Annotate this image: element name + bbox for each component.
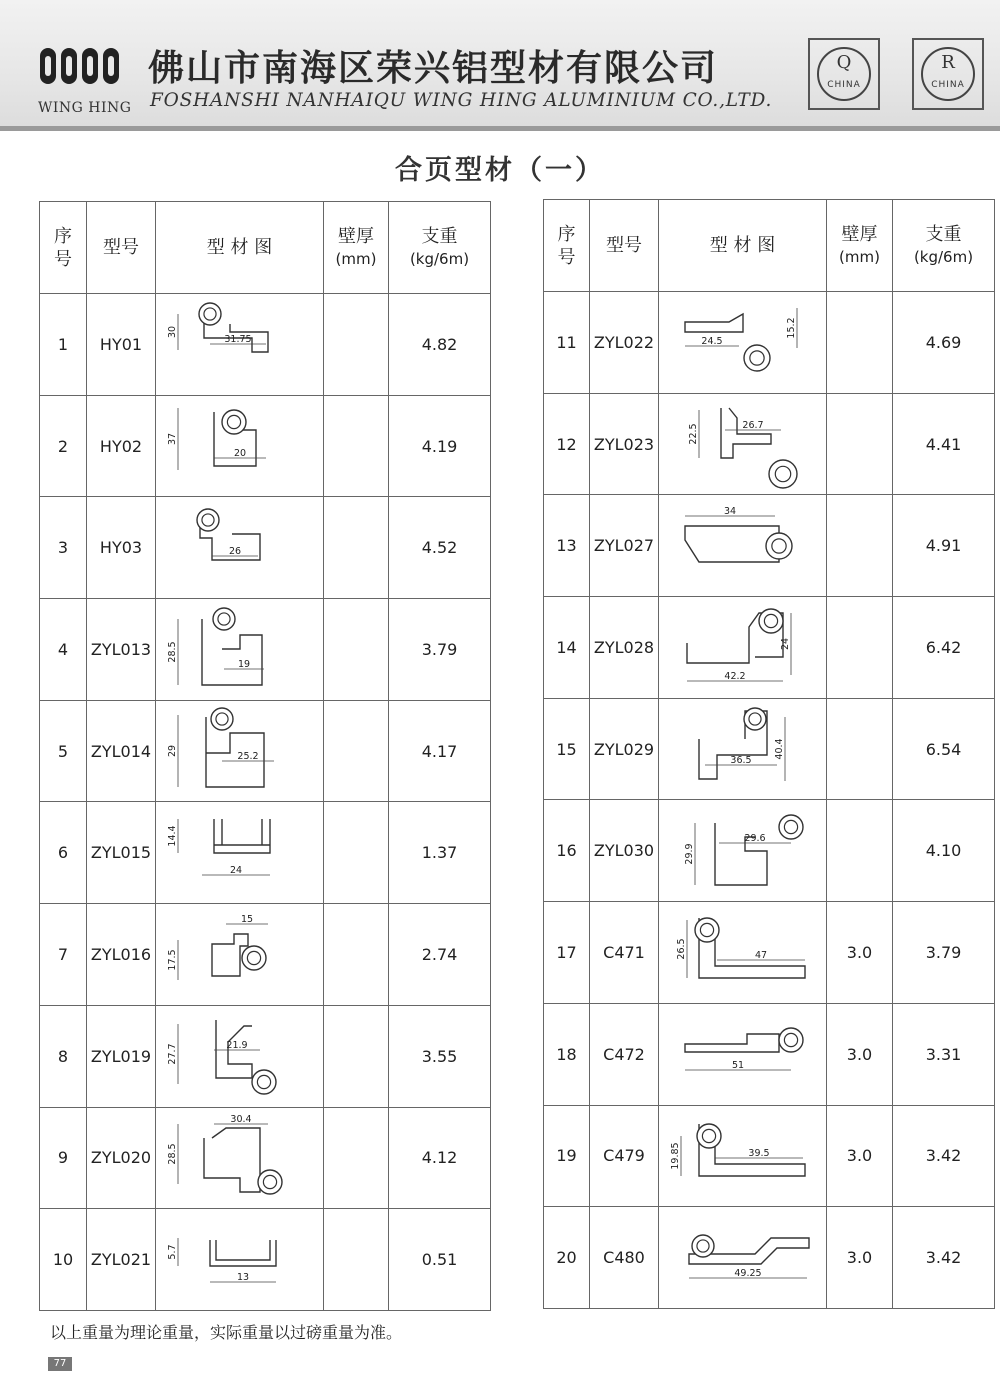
model-code: ZYL015 bbox=[87, 802, 156, 904]
unit-weight: 0.51 bbox=[389, 1209, 491, 1311]
profile-drawing-icon bbox=[659, 292, 827, 392]
dimension-label: 29.6 bbox=[744, 832, 766, 844]
unit-weight: 1.37 bbox=[389, 802, 491, 904]
row-number: 10 bbox=[40, 1209, 87, 1311]
model-code: ZYL028 bbox=[590, 597, 659, 699]
profile-drawing bbox=[659, 801, 826, 901]
model-code: HY02 bbox=[87, 395, 156, 497]
table-row bbox=[544, 597, 995, 699]
hinge-knuckle bbox=[213, 608, 235, 630]
dimension-label: 30.4 bbox=[230, 1113, 252, 1125]
profile-drawing bbox=[156, 904, 323, 1004]
unit-weight: 4.52 bbox=[389, 497, 491, 599]
profile-drawing bbox=[156, 803, 323, 903]
model-code: ZYL030 bbox=[590, 800, 659, 902]
dimension-label: 36.5 bbox=[730, 755, 752, 767]
wall-thickness: 3.0 bbox=[827, 1207, 893, 1309]
drawing-cell bbox=[659, 597, 827, 699]
dimension-label: 24 bbox=[229, 864, 243, 876]
dimension-label: 37 bbox=[167, 432, 178, 446]
model-code: ZYL027 bbox=[590, 495, 659, 597]
drawing-cell bbox=[156, 497, 324, 599]
hinge-knuckle bbox=[744, 345, 770, 371]
row-number: 19 bbox=[544, 1105, 590, 1207]
profile-drawing-icon bbox=[156, 1210, 324, 1310]
dimension-label: 22.5 bbox=[688, 423, 699, 445]
profile-drawing bbox=[156, 396, 323, 496]
model-code: C471 bbox=[590, 902, 659, 1004]
profile-drawing-icon bbox=[156, 396, 324, 496]
table-row bbox=[544, 292, 995, 394]
row-number: 18 bbox=[544, 1003, 590, 1105]
wall-thickness bbox=[827, 393, 893, 495]
dimension-label: 39.5 bbox=[748, 1147, 770, 1159]
unit-weight: 3.42 bbox=[893, 1207, 995, 1309]
profile-drawing bbox=[659, 699, 826, 799]
dimension-label: 13 bbox=[236, 1271, 250, 1283]
profile-drawing bbox=[156, 1210, 323, 1310]
dimension-label: 27.7 bbox=[167, 1043, 178, 1065]
dimension-label: 47 bbox=[754, 950, 768, 962]
table-header-row bbox=[544, 200, 995, 292]
profile-drawing bbox=[659, 1106, 826, 1206]
profile-drawing-icon bbox=[659, 1004, 827, 1104]
profile-drawing-icon bbox=[659, 699, 827, 799]
cert-badge-r bbox=[912, 38, 984, 110]
table-row bbox=[544, 1105, 995, 1207]
table-row bbox=[40, 1209, 491, 1311]
drawing-cell bbox=[156, 1005, 324, 1107]
drawing-cell bbox=[156, 1107, 324, 1209]
drawing-cell bbox=[156, 294, 324, 396]
profile-drawing bbox=[659, 597, 826, 697]
profile-table-left bbox=[39, 201, 491, 1311]
profile-drawing-icon bbox=[156, 803, 324, 903]
wall-thickness: 3.0 bbox=[827, 1003, 893, 1105]
profile-drawing-icon bbox=[659, 496, 827, 596]
table-row bbox=[40, 700, 491, 802]
table-row bbox=[544, 1003, 995, 1105]
unit-weight: 4.82 bbox=[389, 294, 491, 396]
cert-sub: CHINA bbox=[827, 80, 861, 90]
dimension-label: 15 bbox=[240, 914, 254, 926]
wall-thickness bbox=[324, 395, 389, 497]
cert-badge-q bbox=[808, 38, 880, 110]
unit-weight: 3.55 bbox=[389, 1005, 491, 1107]
dimension-label: 26.5 bbox=[676, 938, 687, 961]
col-header-drawing: 型 材 图 bbox=[156, 202, 324, 294]
dimension-label: 42.2 bbox=[724, 671, 746, 683]
profile-outline bbox=[210, 1240, 276, 1266]
wall-thickness bbox=[324, 294, 389, 396]
table-row bbox=[40, 599, 491, 701]
dimension-label: 5.7 bbox=[167, 1243, 178, 1260]
profile-drawing-icon bbox=[156, 1108, 324, 1208]
hinge-knuckle bbox=[222, 410, 246, 434]
table-row bbox=[544, 698, 995, 800]
row-number: 16 bbox=[544, 800, 590, 902]
unit-weight: 4.17 bbox=[389, 700, 491, 802]
profile-table-right bbox=[543, 199, 995, 1309]
hinge-knuckle bbox=[759, 609, 783, 633]
row-number: 4 bbox=[40, 599, 87, 701]
table-row bbox=[544, 495, 995, 597]
row-number: 9 bbox=[40, 1107, 87, 1209]
drawing-cell bbox=[156, 904, 324, 1006]
dimension-label: 26.7 bbox=[742, 420, 764, 432]
unit-weight: 3.31 bbox=[893, 1003, 995, 1105]
profile-drawing-icon bbox=[156, 294, 324, 394]
col-header-weight: 支重 (kg/6m) bbox=[389, 202, 491, 294]
wall-thickness bbox=[324, 1209, 389, 1311]
unit-weight: 4.69 bbox=[893, 292, 995, 394]
wall-thickness bbox=[324, 1107, 389, 1209]
hinge-knuckle bbox=[211, 708, 233, 730]
model-code: C480 bbox=[590, 1207, 659, 1309]
model-code: HY01 bbox=[87, 294, 156, 396]
row-number: 2 bbox=[40, 395, 87, 497]
page-number: 77 bbox=[48, 1357, 72, 1371]
row-number: 20 bbox=[544, 1207, 590, 1309]
hinge-knuckle bbox=[199, 303, 221, 325]
hinge-knuckle bbox=[197, 509, 219, 531]
drawing-cell bbox=[659, 800, 827, 902]
wall-thickness: 3.0 bbox=[827, 1105, 893, 1207]
header-rule bbox=[0, 126, 1000, 131]
col-header-no: 序 号 bbox=[544, 200, 590, 292]
drawing-cell bbox=[659, 698, 827, 800]
drawing-cell bbox=[156, 802, 324, 904]
profile-outline bbox=[685, 314, 743, 332]
model-code: C472 bbox=[590, 1003, 659, 1105]
wall-thickness bbox=[827, 495, 893, 597]
model-code: ZYL019 bbox=[87, 1005, 156, 1107]
drawing-cell bbox=[659, 1105, 827, 1207]
weight-footnote: 以上重量为理论重量，实际重量以过磅重量为准。 bbox=[50, 1323, 403, 1342]
profile-drawing bbox=[156, 599, 323, 699]
hinge-knuckle bbox=[769, 460, 797, 488]
profile-drawing bbox=[659, 1208, 826, 1308]
row-number: 14 bbox=[544, 597, 590, 699]
dimension-label: 24 bbox=[780, 638, 791, 651]
profile-drawing bbox=[659, 292, 826, 392]
unit-weight: 3.42 bbox=[893, 1105, 995, 1207]
profile-drawing bbox=[156, 1108, 323, 1208]
table-row bbox=[40, 1107, 491, 1209]
row-number: 1 bbox=[40, 294, 87, 396]
table-row bbox=[544, 902, 995, 1004]
dimension-label: 14.4 bbox=[167, 825, 178, 847]
profile-drawing-icon bbox=[659, 394, 827, 494]
profile-outline bbox=[202, 619, 262, 685]
hinge-knuckle bbox=[744, 708, 766, 730]
row-number: 6 bbox=[40, 802, 87, 904]
dimension-label: 15.2 bbox=[786, 317, 797, 339]
hinge-knuckle bbox=[258, 1170, 282, 1194]
profile-outline bbox=[214, 819, 270, 853]
row-number: 12 bbox=[544, 393, 590, 495]
wall-thickness bbox=[827, 800, 893, 902]
col-header-no: 序 号 bbox=[40, 202, 87, 294]
unit-weight: 6.54 bbox=[893, 698, 995, 800]
row-number: 7 bbox=[40, 904, 87, 1006]
dimension-label: 28.5 bbox=[167, 641, 178, 663]
model-code: ZYL021 bbox=[87, 1209, 156, 1311]
drawing-cell bbox=[659, 292, 827, 394]
col-header-weight: 支重 (kg/6m) bbox=[893, 200, 995, 292]
model-code: C479 bbox=[590, 1105, 659, 1207]
dimension-label: 24.5 bbox=[701, 336, 723, 348]
model-code: ZYL014 bbox=[87, 700, 156, 802]
drawing-cell bbox=[156, 599, 324, 701]
profile-outline bbox=[204, 1128, 260, 1192]
dimension-label: 40.4 bbox=[774, 738, 785, 760]
row-number: 15 bbox=[544, 698, 590, 800]
model-code: ZYL020 bbox=[87, 1107, 156, 1209]
dimension-label: 21.9 bbox=[226, 1040, 248, 1052]
profile-drawing bbox=[659, 496, 826, 596]
drawing-cell bbox=[156, 700, 324, 802]
profile-drawing bbox=[156, 701, 323, 801]
logo-text: WING HING bbox=[38, 100, 132, 116]
profile-drawing-icon bbox=[156, 1006, 324, 1106]
dimension-label: 51 bbox=[731, 1060, 745, 1072]
profile-drawing-icon bbox=[659, 1208, 827, 1308]
wing-hing-logo-icon bbox=[38, 42, 124, 90]
col-header-thickness: 壁厚 (mm) bbox=[324, 202, 389, 294]
drawing-cell bbox=[659, 1207, 827, 1309]
profile-drawing-icon bbox=[156, 599, 324, 699]
wall-thickness bbox=[324, 1005, 389, 1107]
hinge-knuckle bbox=[697, 1124, 721, 1148]
wall-thickness bbox=[827, 698, 893, 800]
page-title: 合页型材（一） bbox=[395, 155, 605, 186]
hinge-knuckle bbox=[252, 1070, 276, 1094]
col-header-drawing: 型 材 图 bbox=[659, 200, 827, 292]
dimension-label: 29 bbox=[167, 745, 178, 758]
hinge-knuckle bbox=[779, 1028, 803, 1052]
wall-thickness bbox=[324, 599, 389, 701]
unit-weight: 3.79 bbox=[389, 599, 491, 701]
row-number: 8 bbox=[40, 1005, 87, 1107]
drawing-cell bbox=[156, 1209, 324, 1311]
dimension-label: 28.5 bbox=[167, 1143, 178, 1165]
model-code: ZYL029 bbox=[590, 698, 659, 800]
unit-weight: 6.42 bbox=[893, 597, 995, 699]
hinge-knuckle bbox=[692, 1235, 714, 1257]
hinge-knuckle bbox=[779, 815, 803, 839]
dimension-label: 25.2 bbox=[237, 751, 259, 763]
model-code: HY03 bbox=[87, 497, 156, 599]
drawing-cell bbox=[659, 495, 827, 597]
drawing-cell bbox=[659, 902, 827, 1004]
profile-drawing-icon bbox=[156, 701, 324, 801]
col-header-thickness: 壁厚 (mm) bbox=[827, 200, 893, 292]
profile-drawing bbox=[156, 294, 323, 394]
unit-weight: 4.91 bbox=[893, 495, 995, 597]
company-name-cn: 佛山市南海区荣兴铝型材有限公司 bbox=[148, 48, 719, 89]
row-number: 13 bbox=[544, 495, 590, 597]
wall-thickness bbox=[324, 700, 389, 802]
dimension-label: 17.5 bbox=[167, 949, 178, 972]
dimension-label: 20 bbox=[233, 448, 247, 460]
wall-thickness bbox=[324, 904, 389, 1006]
drawing-cell bbox=[659, 393, 827, 495]
profile-drawing bbox=[156, 498, 323, 598]
profile-outline bbox=[685, 526, 779, 562]
drawing-cell bbox=[659, 1003, 827, 1105]
table-header-row bbox=[40, 202, 491, 294]
table-row bbox=[40, 395, 491, 497]
dimension-label: 29.9 bbox=[684, 843, 695, 865]
model-code: ZYL016 bbox=[87, 904, 156, 1006]
row-number: 3 bbox=[40, 497, 87, 599]
table-row bbox=[40, 497, 491, 599]
model-code: ZYL022 bbox=[590, 292, 659, 394]
wall-thickness bbox=[324, 802, 389, 904]
profile-outline bbox=[685, 1034, 779, 1052]
wall-thickness: 3.0 bbox=[827, 902, 893, 1004]
row-number: 11 bbox=[544, 292, 590, 394]
row-number: 5 bbox=[40, 700, 87, 802]
wall-thickness bbox=[827, 292, 893, 394]
table-row bbox=[40, 904, 491, 1006]
cert-sub: CHINA bbox=[931, 80, 965, 90]
drawing-cell bbox=[156, 395, 324, 497]
unit-weight: 2.74 bbox=[389, 904, 491, 1006]
row-number: 17 bbox=[544, 902, 590, 1004]
table-row bbox=[544, 393, 995, 495]
hinge-knuckle bbox=[766, 533, 792, 559]
model-code: ZYL023 bbox=[590, 393, 659, 495]
table-row bbox=[544, 1207, 995, 1309]
profile-drawing-icon bbox=[659, 1106, 827, 1206]
dimension-label: 30 bbox=[167, 326, 178, 339]
wall-thickness bbox=[324, 497, 389, 599]
hinge-knuckle bbox=[695, 918, 719, 942]
table-row bbox=[40, 802, 491, 904]
cert-letter: R bbox=[941, 52, 955, 73]
unit-weight: 4.19 bbox=[389, 395, 491, 497]
table-row bbox=[40, 1005, 491, 1107]
unit-weight: 4.10 bbox=[893, 800, 995, 902]
dimension-label: 49.25 bbox=[734, 1267, 762, 1279]
hinge-knuckle bbox=[242, 946, 266, 970]
model-code: ZYL013 bbox=[87, 599, 156, 701]
unit-weight: 3.79 bbox=[893, 902, 995, 1004]
profile-drawing bbox=[659, 902, 826, 1002]
dimension-label: 26 bbox=[228, 545, 242, 557]
dimension-label: 19 bbox=[237, 659, 251, 671]
profile-drawing-icon bbox=[156, 904, 324, 1004]
col-header-model: 型号 bbox=[87, 202, 156, 294]
profile-drawing bbox=[156, 1006, 323, 1106]
dimension-label: 31.75 bbox=[224, 334, 252, 346]
profile-outline bbox=[721, 408, 771, 458]
profile-drawing-icon bbox=[659, 801, 827, 901]
profile-drawing bbox=[659, 394, 826, 494]
profile-drawing-icon bbox=[659, 597, 827, 697]
dimension-label: 19.85 bbox=[670, 1142, 681, 1170]
unit-weight: 4.12 bbox=[389, 1107, 491, 1209]
table-row bbox=[40, 294, 491, 396]
company-name-en: FOSHANSHI NANHAIQU WING HING ALUMINIUM CO.,LTD. bbox=[150, 90, 773, 111]
table-row bbox=[544, 800, 995, 902]
profile-drawing-icon bbox=[659, 902, 827, 1002]
unit-weight: 4.41 bbox=[893, 393, 995, 495]
wall-thickness bbox=[827, 597, 893, 699]
profile-drawing-icon bbox=[156, 498, 324, 598]
dimension-label: 34 bbox=[723, 505, 737, 517]
profile-drawing bbox=[659, 1004, 826, 1104]
cert-letter: Q bbox=[836, 52, 852, 73]
col-header-model: 型号 bbox=[590, 200, 659, 292]
